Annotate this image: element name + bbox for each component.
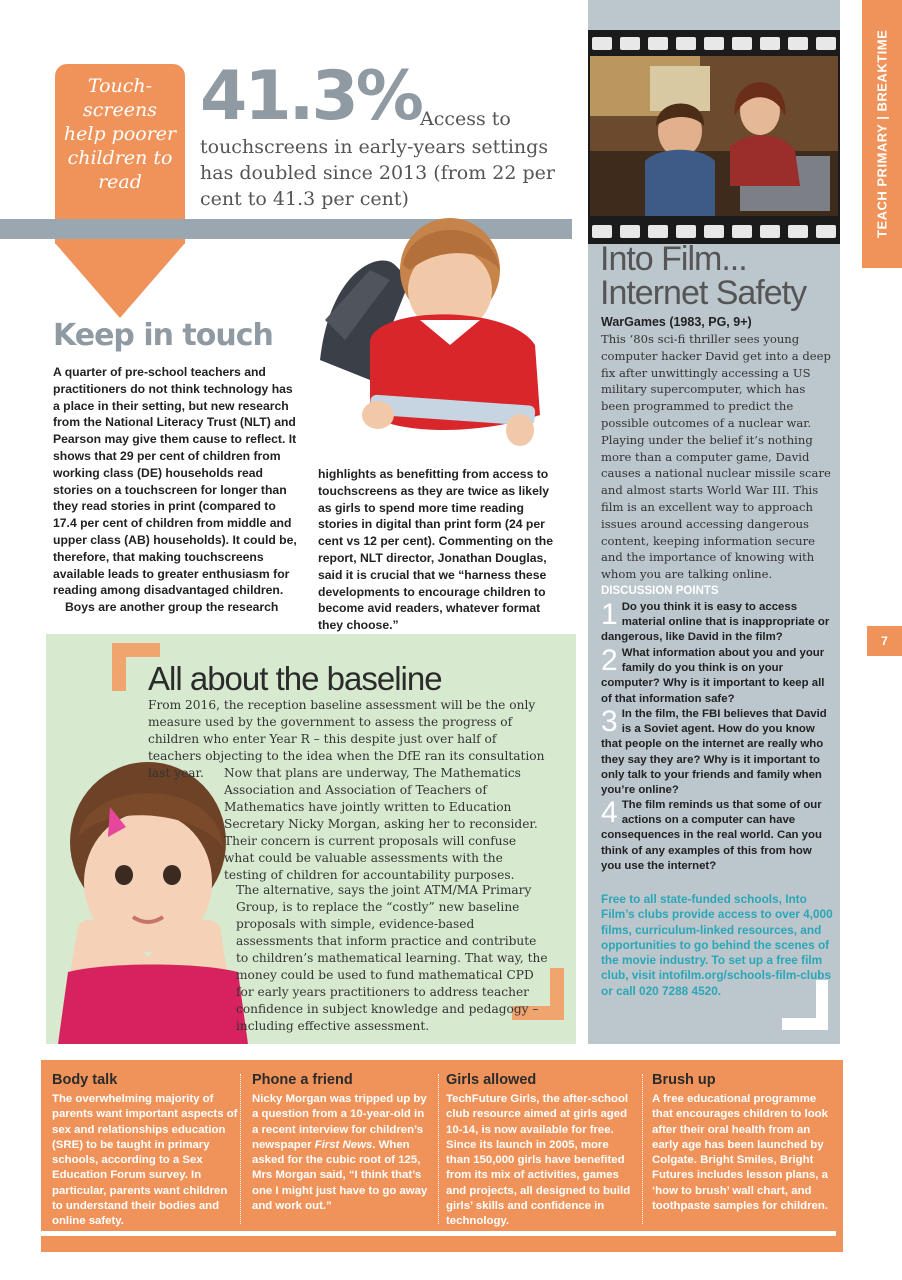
section-side-tab-label: TEACH PRIMARY | BREAKTIME: [874, 29, 890, 239]
column-divider: [240, 1074, 241, 1224]
discussion-question-1: [601, 600, 833, 646]
question-number: 3: [601, 705, 618, 738]
keep-in-touch-title: Keep in touch: [53, 318, 273, 353]
wargames-film-still: [590, 56, 838, 216]
question-text: In the film, the FBI believes that David is a Soviet agent. How do you know that people on the internet are really who they say they are? Why is it important to only talk to your friends and family when you’re online?: [601, 708, 827, 797]
discussion-question-4: [601, 798, 833, 874]
bottom-white-rule: [41, 1231, 836, 1236]
headline-statistic: 41.3%: [200, 57, 421, 136]
keep-in-touch-column-2: highlights as benefitting from access to touchscreens as they are twice as likely as girls to spend more time reading stories in digital than print form (24 per cent vs 12 per cent). Commenting on the report, NLT director, Jonathan Douglas, said it is crucial that we “harness these developments to encourage children to become avid readers, whatever format they choose.”: [318, 467, 553, 633]
brief-body-talk: [52, 1072, 238, 1230]
film-description: This ‘80s sci-fi thriller sees young computer hacker David get into a deep fix after unwittingly accessing a US military supercomputer, which has been programmed to predict the possible outcomes of a nuclear war. Playing under the belief it’s nothing more than a computer game, David causes a national nuclear missile scare and almost starts World War III. This film is an excellent way to approach issues around accessing dangerous content, keeping information secure and the importance of knowing with whom you are talking online.: [601, 332, 831, 582]
brief-title: Phone a friend: [252, 1072, 353, 1088]
column-divider: [438, 1074, 439, 1224]
question-number: 2: [601, 644, 618, 677]
film-subtitle: WarGames (1983, PG, 9+): [601, 315, 752, 329]
film-club-info: Free to all state-funded schools, Into Film’s clubs provide access to over 4,000 films, curriculum-linked resources, and opportunities to go behind the scenes of the movie industry. To set up a free film club, visit intofilm.org/schools-film-clubs or call 020 7288 4520.: [601, 892, 833, 998]
keep-in-touch-column-1: [53, 364, 299, 616]
corner-bracket-decoration: [782, 980, 828, 1030]
question-text: Do you think it is easy to access material online that is inappropriate or dangerous, like David in the film?: [601, 601, 830, 644]
baseline-paragraph-3: The alternative, says the joint ATM/MA Primary Group, is to replace the “costly” new baseline proposals with simple, evidence-based assessments that inform practice and contribute to children’s mathematical learning. That way, the money could be used to fund mathematical CPD for early years practitioners to address teacher confidence in subject knowledge and pedagogy – including effective assessment.: [236, 883, 548, 1033]
brief-body: Nicky Morgan was tripped up by a question from a 10-year-old in a recent interview for children’s newspaper First News. When asked for the cubic root of 125, Mrs Morgan said, “I think that’s one I might just have to go away and work out.”: [252, 1093, 428, 1213]
page-number: 7: [867, 626, 902, 656]
callout-tag-text: Touch-screens help poorer children to read: [63, 75, 177, 193]
film-strip-holes-bottom: [588, 222, 840, 240]
film-title: Into Film... Internet Safety: [600, 240, 807, 312]
brief-title: Body talk: [52, 1072, 118, 1088]
brief-girls-allowed: [446, 1072, 634, 1230]
brief-title: Girls allowed: [446, 1072, 537, 1088]
brief-body: A free educational programme that encourages children to look after their oral health from an early age has been launched by Colgate. Bright Smiles, Bright Futures includes lesson plans, a ‘how to brush’ wall chart, and toothpaste samples for children.: [652, 1093, 828, 1213]
statistic-description: touchscreens in early-years settings has doubled since 2013 (from 22 per cent to 41.3 per cent): [200, 136, 555, 210]
keep-in-touch-paragraph-1: A quarter of pre-school teachers and practitioners do not think technology has a place in their setting, but new research from the National Literacy Trust (NLT) and Pearson may give them cause to reflect. It shows that 29 per cent of children from working class (DE) households read stories on a touchscreen for longer than they read stories in print (compared to 17.4 per cent of children from middle and upper class (AB) households). It could be, therefore, that making touchscreens available leads to greater enthusiasm for reading among disadvantaged children.: [53, 365, 297, 598]
brief-phone-a-friend: [252, 1072, 432, 1214]
baseline-paragraph-2: Now that plans are underway, The Mathematics Association and Association of Teachers of Mathematics have jointly written to Education Secretary Nicky Morgan, asking her to reconsider. Their concern is current proposals will confuse what could be valuable assessments with the testing of children for accountability purposes.: [224, 766, 538, 882]
question-text: What information about you and your family do you think is on your computer? Why is it important to keep all of that information safe?: [601, 647, 825, 705]
statistic-lead-text: Access to: [420, 108, 511, 130]
column-divider: [642, 1074, 643, 1224]
discussion-question-2: [601, 646, 833, 707]
baseline-paragraph-1: From 2016, the reception baseline assessment will be the only measure used by the government to assess the progress of children who enter Year R – this despite just over half of teachers objecting to the idea when the DfE ran its consultation last year.: [148, 698, 545, 780]
discussion-points-heading: DISCUSSION POINTS: [601, 585, 719, 597]
boy-with-tablet-photo: [300, 210, 550, 455]
question-number: 1: [601, 598, 618, 631]
film-strip-holes-top: [588, 34, 840, 52]
brief-brush-up: [652, 1072, 832, 1214]
brief-body: TechFuture Girls, the after-school club resource aimed at girls aged 10-14, is now available for free. Since its launch in 2005, more than 150,000 girls have benefited from its mix of activities, games and projects, all designed to build girls’ skills and confidence in technology.: [446, 1093, 631, 1228]
discussion-question-3: [601, 707, 833, 798]
keep-in-touch-paragraph-2-start: Boys are another group the research: [65, 600, 279, 615]
callout-arrow-shape: [55, 243, 185, 318]
baseline-title: All about the baseline: [148, 660, 442, 697]
question-text: The film reminds us that some of our actions on a computer can have consequences in the real world. Can you think of any examples of this from how you use the internet?: [601, 799, 822, 872]
brief-body: The overwhelming majority of parents want important aspects of sex and relationships education (SRE) to be taught in primary schools, according to a Sex Education Forum survey. In particular, parents want children to understand their bodies and online safety.: [52, 1093, 238, 1228]
brief-title: Brush up: [652, 1072, 716, 1088]
question-number: 4: [601, 796, 618, 829]
